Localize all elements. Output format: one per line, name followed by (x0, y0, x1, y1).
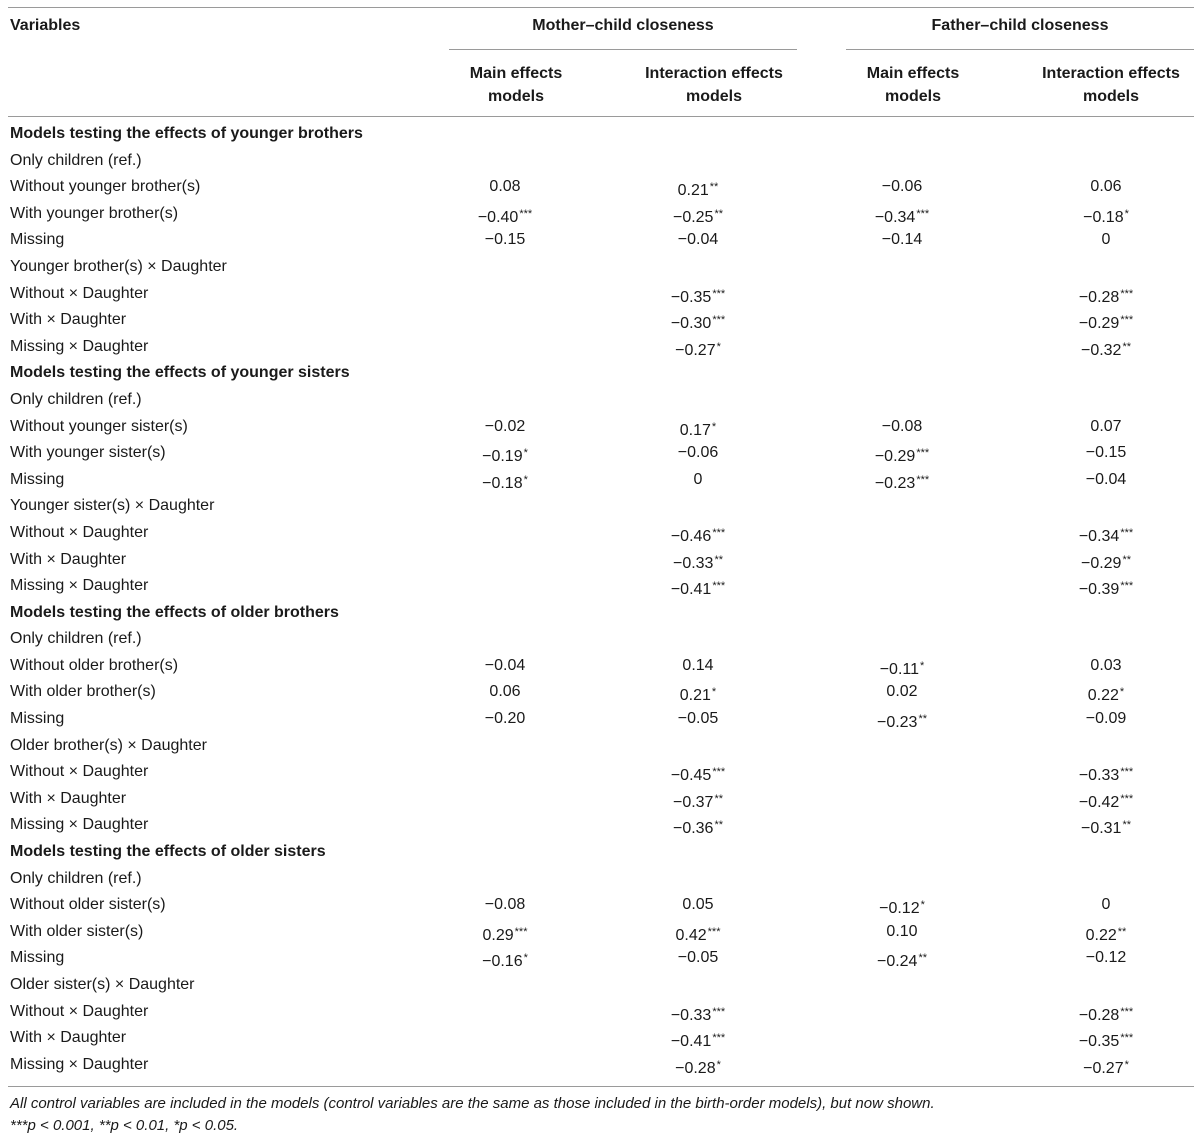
value-cell: −0.05 (677, 710, 719, 728)
value-cell: −0.29*** (1078, 314, 1134, 333)
value-cell: −0.46*** (670, 526, 726, 545)
row-label: Only children (ref.) (10, 390, 142, 408)
row-label: Older brother(s) × Daughter (10, 736, 207, 754)
value-cell: 0 (1101, 231, 1111, 249)
value-cell: −0.15 (484, 231, 526, 249)
father-child-closeness-header: Father–child closeness (931, 17, 1109, 34)
section-row (0, 121, 1200, 148)
value-cell: −0.08 (484, 896, 526, 914)
value-cell: 0 (693, 470, 703, 488)
row-label: Without older sister(s) (10, 896, 166, 914)
row-label: With × Daughter (10, 789, 127, 807)
value-cell: −0.20 (484, 710, 526, 728)
section-title: Models testing the effects of younger brothers (10, 125, 363, 142)
value-cell: −0.41*** (670, 580, 726, 599)
row-label: Missing (10, 710, 65, 728)
table-row (0, 1052, 1200, 1079)
value-cell: −0.37** (672, 792, 724, 811)
row-label: Younger sister(s) × Daughter (10, 497, 215, 515)
table-row (0, 573, 1200, 600)
value-cell: −0.08 (881, 417, 923, 435)
table-row (0, 227, 1200, 254)
table-row (0, 812, 1200, 839)
value-cell: 0.06 (489, 683, 521, 701)
table-top-rule (8, 7, 1194, 8)
value-cell: 0.02 (886, 683, 918, 701)
value-cell: 0 (1101, 896, 1111, 914)
value-cell: −0.29*** (874, 447, 930, 466)
table-row (0, 440, 1200, 467)
value-cell: −0.32** (1080, 340, 1132, 359)
table-body (0, 121, 1200, 1078)
table-row (0, 626, 1200, 653)
value-cell: 0.21** (677, 181, 719, 200)
row-label: Without younger brother(s) (10, 178, 201, 196)
value-cell: −0.34*** (1078, 526, 1134, 545)
father-interaction-effects-header: Interaction effects models (1042, 65, 1180, 105)
value-cell: −0.04 (1085, 470, 1127, 488)
value-cell: −0.36** (672, 819, 724, 838)
value-cell: −0.28*** (1078, 1005, 1134, 1024)
table-footnotes (10, 1093, 935, 1137)
value-cell: −0.33*** (1078, 766, 1134, 785)
value-cell: −0.14 (881, 231, 923, 249)
value-cell: −0.40*** (477, 207, 533, 226)
value-cell: 0.14 (682, 656, 714, 674)
table-row (0, 414, 1200, 441)
row-label: Only children (ref.) (10, 869, 142, 887)
value-cell: −0.35*** (670, 287, 726, 306)
row-label: With × Daughter (10, 550, 127, 568)
value-cell: 0.05 (682, 896, 714, 914)
value-cell: −0.11* (879, 659, 925, 678)
section-title: Models testing the effects of older brothers (10, 603, 339, 621)
table-row (0, 759, 1200, 786)
header-bottom-rule (8, 116, 1194, 117)
value-cell: −0.34*** (874, 207, 930, 226)
table-row (0, 174, 1200, 201)
row-label: Missing (10, 949, 65, 967)
value-cell: −0.06 (677, 444, 719, 462)
value-cell: −0.04 (677, 231, 719, 249)
value-cell: −0.39*** (1078, 580, 1134, 599)
value-cell: −0.05 (677, 949, 719, 967)
table-row (0, 201, 1200, 228)
value-cell: −0.19* (482, 447, 528, 466)
value-cell: 0.07 (1090, 417, 1122, 435)
row-label: Without × Daughter (10, 284, 149, 302)
value-cell: −0.45*** (670, 766, 726, 785)
value-cell: −0.28* (675, 1058, 721, 1077)
value-cell: −0.29** (1080, 553, 1132, 572)
mother-main-effects-header: Main effects models (469, 65, 563, 105)
value-cell: −0.23*** (874, 473, 930, 492)
value-cell: −0.25** (672, 207, 724, 226)
value-cell: −0.12* (879, 899, 925, 918)
table-row (0, 786, 1200, 813)
table-row (0, 520, 1200, 547)
table-row (0, 733, 1200, 760)
value-cell: −0.15 (1085, 444, 1127, 462)
value-cell: 0.21* (679, 686, 717, 705)
father-group-rule (846, 49, 1194, 50)
table-row (0, 945, 1200, 972)
row-label: With older brother(s) (10, 683, 156, 701)
value-cell: −0.42*** (1078, 792, 1134, 811)
value-cell: 0.42*** (675, 925, 721, 944)
section-row (0, 360, 1200, 387)
value-cell: 0.03 (1090, 656, 1122, 674)
row-label: Younger brother(s) × Daughter (10, 257, 227, 275)
value-cell: −0.31** (1080, 819, 1132, 838)
table-row (0, 679, 1200, 706)
table-row (0, 281, 1200, 308)
value-cell: −0.28*** (1078, 287, 1134, 306)
value-cell: 0.06 (1090, 178, 1122, 196)
row-label: With younger brother(s) (10, 204, 179, 222)
table-row (0, 999, 1200, 1026)
table-row (0, 254, 1200, 281)
table-row (0, 892, 1200, 919)
row-label: Only children (ref.) (10, 151, 142, 169)
value-cell: −0.09 (1085, 710, 1127, 728)
row-label: Missing × Daughter (10, 577, 149, 595)
row-label: Without × Daughter (10, 1002, 149, 1020)
value-cell: −0.33** (672, 553, 724, 572)
row-label: Missing × Daughter (10, 337, 149, 355)
section-row (0, 839, 1200, 866)
value-cell: −0.18* (482, 473, 528, 492)
row-label: With × Daughter (10, 311, 127, 329)
table-bottom-rule (8, 1086, 1194, 1087)
section-title: Models testing the effects of younger sisters (10, 364, 350, 382)
table-row (0, 547, 1200, 574)
value-cell: −0.27* (675, 340, 721, 359)
table-row (0, 653, 1200, 680)
mother-group-rule (449, 49, 797, 50)
value-cell: −0.30*** (670, 314, 726, 333)
value-cell: −0.18* (1083, 207, 1129, 226)
row-label: Older sister(s) × Daughter (10, 976, 195, 993)
value-cell: −0.02 (484, 417, 526, 435)
row-label: Without × Daughter (10, 763, 149, 781)
table-row (0, 467, 1200, 494)
table-row (0, 972, 1200, 999)
value-cell: 0.22** (1085, 925, 1127, 944)
value-cell: −0.16* (482, 952, 528, 971)
row-label: With × Daughter (10, 1029, 127, 1047)
value-cell: −0.27* (1083, 1058, 1129, 1077)
row-label: Without older brother(s) (10, 656, 179, 674)
value-cell: 0.17* (679, 420, 717, 439)
variables-header: Variables (10, 17, 81, 34)
footnote-significance: ***p < 0.001, **p < 0.01, *p < 0.05. (10, 1117, 239, 1134)
value-cell: 0.08 (489, 178, 521, 196)
value-cell: −0.12 (1085, 949, 1127, 967)
value-cell: −0.23** (876, 713, 928, 732)
row-label: Without × Daughter (10, 523, 149, 541)
table-row (0, 866, 1200, 893)
table-row (0, 706, 1200, 733)
value-cell: −0.04 (484, 656, 526, 674)
table-row (0, 919, 1200, 946)
value-cell: −0.24** (876, 952, 928, 971)
value-cell: −0.35*** (1078, 1032, 1134, 1051)
mother-interaction-effects-header: Interaction effects models (645, 65, 783, 105)
row-label: With older sister(s) (10, 922, 144, 940)
row-label: Only children (ref.) (10, 630, 142, 648)
row-label: With younger sister(s) (10, 444, 166, 462)
value-cell: −0.06 (881, 178, 923, 196)
value-cell: −0.33*** (670, 1005, 726, 1024)
table-row (0, 334, 1200, 361)
row-label: Missing × Daughter (10, 1055, 149, 1073)
value-cell: 0.10 (886, 922, 918, 940)
row-label: Missing (10, 470, 65, 488)
table-row (0, 1025, 1200, 1052)
row-label: Missing (10, 231, 65, 249)
mother-child-closeness-header: Mother–child closeness (532, 17, 714, 34)
table-row (0, 387, 1200, 414)
table-row (0, 307, 1200, 334)
row-label: Without younger sister(s) (10, 417, 188, 435)
value-cell: 0.29*** (482, 925, 528, 944)
table-row (0, 148, 1200, 175)
value-cell: 0.22* (1087, 686, 1125, 705)
row-label: Missing × Daughter (10, 816, 149, 834)
section-title: Models testing the effects of older sisters (10, 843, 326, 861)
value-cell: −0.41*** (670, 1032, 726, 1051)
table-row (0, 493, 1200, 520)
section-row (0, 600, 1200, 627)
father-main-effects-header: Main effects models (866, 65, 960, 105)
footnote-controls: All control variables are included in the models (control variables are the same as those included in the birth-order models), but now shown. (10, 1095, 935, 1112)
